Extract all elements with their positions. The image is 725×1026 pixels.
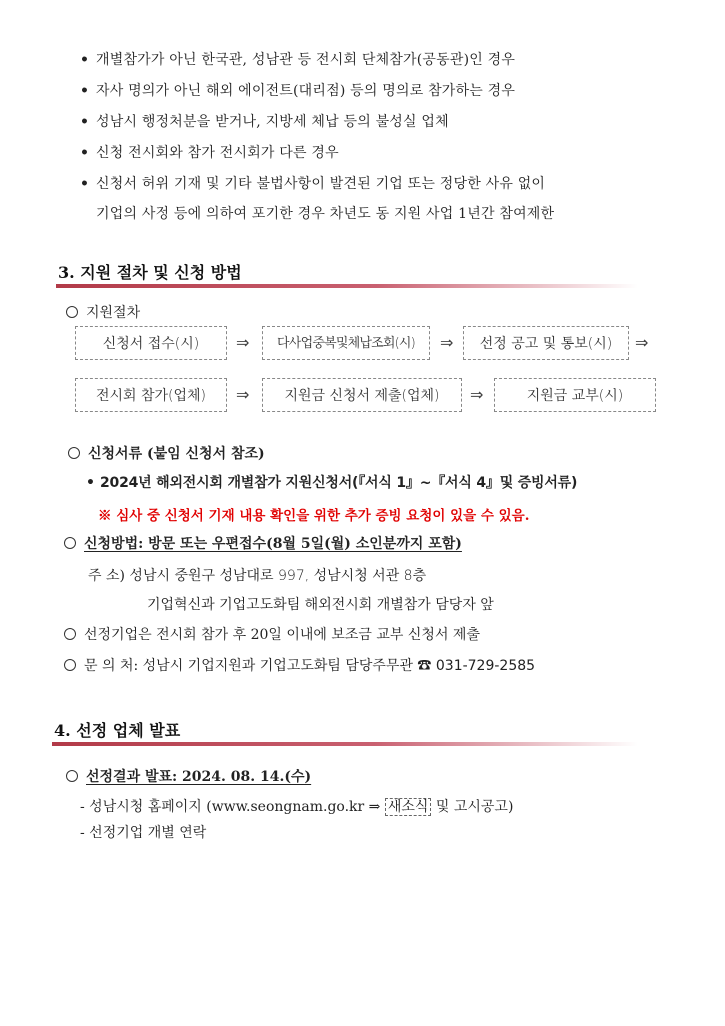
process-step-5: 지원금 신청서 제출(업체) bbox=[262, 378, 462, 412]
circle-bullet-icon bbox=[64, 659, 76, 671]
contact-label: 문 의 처: bbox=[84, 658, 139, 674]
homepage-suffix: 및 고시공고) bbox=[431, 799, 514, 815]
docs-label: 신청서류 (붙임 신청서 참조) bbox=[88, 446, 265, 462]
process-step-6: 지원금 교부(시) bbox=[494, 378, 656, 412]
phone-icon: ☎ bbox=[417, 658, 432, 674]
address-label: 주 소) bbox=[88, 568, 125, 584]
docs-item-text: 2024년 해외전시회 개별참가 지원신청서(『서식 1』~『서식 4』및 증빙서류) bbox=[100, 475, 578, 491]
address-line-2: 기업혁신과 기업고도화팀 해외전시회 개별참가 담당자 앞 bbox=[147, 597, 494, 613]
method-label: 신청방법: 방문 또는 우편접수(8월 5일(월) 소인분까지 포함) bbox=[84, 536, 462, 552]
news-box: 새소식 bbox=[385, 798, 432, 816]
process-step-4: 전시회 참가(업체) bbox=[75, 378, 227, 412]
address-text: 성남시 중원구 성남대로 997, 성남시청 서관 8층 bbox=[129, 568, 427, 584]
docs-item: • 2024년 해외전시회 개별참가 지원신청서(『서식 1』~『서식 4』및 증빙서류) bbox=[86, 475, 578, 491]
address-line-1 bbox=[88, 565, 426, 585]
announce-line bbox=[66, 766, 311, 786]
process-step-1: 신청서 접수(시) bbox=[75, 326, 227, 360]
arrow-icon: ⇒ bbox=[470, 385, 484, 404]
bullet-item: • 성남시 행정처분을 받거나, 지방세 체납 등의 불성실 업체 bbox=[80, 114, 449, 130]
bullet-text: 신청 전시회와 참가 전시회가 다른 경우 bbox=[96, 145, 339, 161]
announce-contact: - 선정기업 개별 연락 bbox=[80, 825, 207, 841]
bullet-continuation: 기업의 사정 등에 의하여 포기한 경우 차년도 동 지원 사업 1년간 참여제한 bbox=[96, 206, 555, 222]
section-4-title: 4. 선정 업체 발표 bbox=[54, 721, 181, 740]
circle-bullet-icon bbox=[66, 770, 78, 782]
bullet-text: 자사 명의가 아닌 해외 에이전트(대리점) 등의 명의로 참가하는 경우 bbox=[96, 83, 516, 99]
homepage-text: - 성남시청 홈페이지 (www.seongnam.go.kr ⇒ bbox=[80, 799, 385, 815]
circle-bullet-icon bbox=[64, 628, 76, 640]
phone-number: 031-729-2585 bbox=[435, 658, 536, 674]
bullet-text: 성남시 행정처분을 받거나, 지방세 체납 등의 불성실 업체 bbox=[96, 114, 449, 130]
bullet-item: • 신청서 허위 기재 및 기타 불법사항이 발견된 기업 또는 정당한 사유 없이 bbox=[80, 176, 546, 192]
arrow-icon: ⇒ bbox=[635, 333, 649, 352]
circle-bullet-icon bbox=[66, 306, 78, 318]
announce-text: 선정결과 발표: 2024. 08. 14.(수) bbox=[86, 769, 312, 785]
contact-text: 성남시 기업지원과 기업고도화팀 담당주무관 bbox=[142, 658, 413, 674]
bullet-text: 개별참가가 아닌 한국관, 성남관 등 전시회 단체참가(공동관)인 경우 bbox=[96, 52, 516, 68]
process-label: 지원절차 bbox=[86, 305, 141, 321]
circle-bullet-icon bbox=[64, 537, 76, 549]
announce-homepage bbox=[80, 796, 513, 816]
selected-note bbox=[64, 624, 480, 644]
process-heading bbox=[66, 302, 140, 322]
method-heading bbox=[64, 533, 462, 553]
section-4-underline bbox=[52, 742, 638, 746]
arrow-icon: ⇒ bbox=[236, 333, 250, 352]
section-3-underline bbox=[56, 284, 638, 288]
process-step-2: 다사업중복및체납조회(시) bbox=[262, 326, 430, 360]
docs-note: ※ 심사 중 신청서 기재 내용 확인을 위한 추가 증빙 요청이 있을 수 있음. bbox=[98, 508, 530, 524]
bullet-text: 신청서 허위 기재 및 기타 불법사항이 발견된 기업 또는 정당한 사유 없이 bbox=[96, 176, 546, 192]
arrow-icon: ⇒ bbox=[236, 385, 250, 404]
bullet-item: • 신청 전시회와 참가 전시회가 다른 경우 bbox=[80, 145, 339, 161]
bullet-item: • 자사 명의가 아닌 해외 에이전트(대리점) 등의 명의로 참가하는 경우 bbox=[80, 83, 516, 99]
process-step-3: 선정 공고 및 통보(시) bbox=[463, 326, 629, 360]
bullet-item: • 개별참가가 아닌 한국관, 성남관 등 전시회 단체참가(공동관)인 경우 bbox=[80, 52, 516, 68]
circle-bullet-icon bbox=[68, 447, 80, 459]
section-3-title: 3. 지원 절차 및 신청 방법 bbox=[58, 263, 242, 282]
docs-heading bbox=[68, 443, 265, 463]
selected-note-text: 선정기업은 전시회 참가 후 20일 이내에 보조금 교부 신청서 제출 bbox=[84, 627, 480, 643]
arrow-icon: ⇒ bbox=[440, 333, 454, 352]
contact-line bbox=[64, 655, 535, 675]
